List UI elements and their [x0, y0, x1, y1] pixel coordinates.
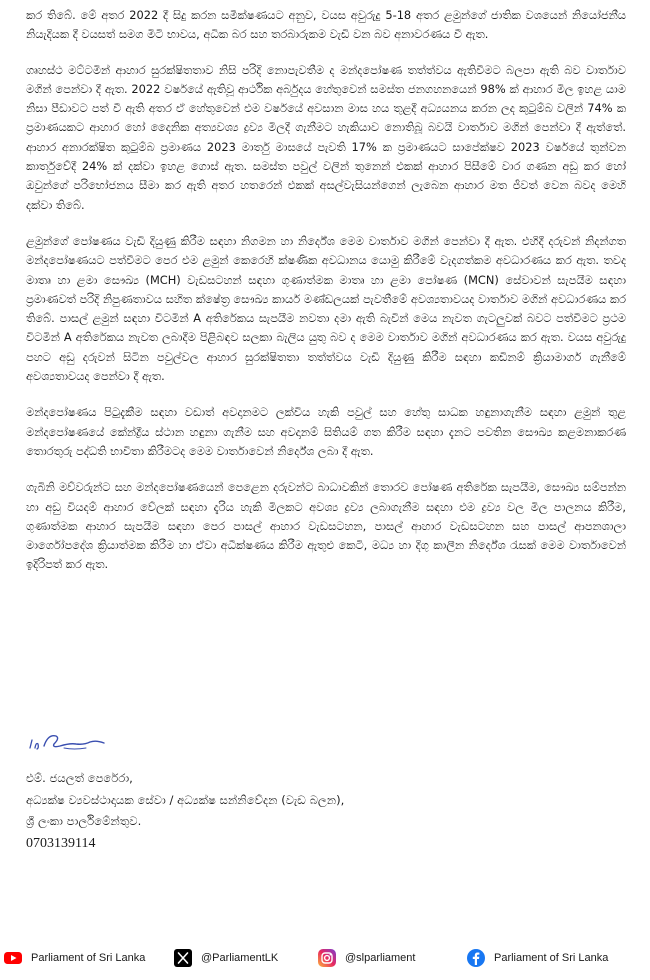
facebook-link[interactable] [466, 944, 608, 972]
signatory-organization: ශ්‍රී ලංකා පාර්ලිමේන්තුව. [26, 814, 142, 828]
youtube-link[interactable] [3, 944, 145, 972]
paragraph-3: ළමුන්ගේ පෝෂණය වැඩි දියුණු කිරීම සඳහා නිගමන හා නිර්දේශ මෙම වාර්තාව මගින් පෙන්වා දී ඇත. එහිදී දරුවන් නිදන්ගත මන්දපෝෂණයට පත්වීමට පෙර එම ළමුන් කෙරෙහි ක්ෂණික අවධානය යොමු කිරීමේ වැදගත්කම අවධාරණය කර ඇත. තවද මාතෘ හා ළමා සෞඛ්‍ය (MCH) වැඩසටහන් සඳහා ගුණාත්මක මාතෘ හා ළමා පෝෂණ (MCN) සේවාවන් සැපයීම සඳහා ප්‍රමාණවත් පරිදි නිපුණතාවය සහිත ක්ෂේත්‍ර සෞඛ්‍ය කාර්ය මණ්ඩලයක් පැවතීමේ අවශ්‍යතාවයද වාර්තාව මගින් අවධාරණය කර තිබේ. පාසල් ළමුන් සඳහා විටමින් A අතිරේකය සැපයීම නවතා දමා ඇති බැවින් මෙය නැවත ගැටලුවක් බවට පත්වීමට ප්‍රථම විටමින් A අතිරේකය නැවත ලබාදීම පිළිබඳව සලකා බැලිය යුතු බව ද මෙම වාර්තාව මගින් අවධාරණය කර ඇත. වයස අවුරුදු පහට අඩු දරුවන් සිටින පවුල්වල ආහාර සුරක්ෂිතතා තත්ත්වය වැඩි දියුණු කිරීම සඳහා කඩිනම් ක්‍රියාමාර්ග ගැනීමේ අවශ්‍යතාවයද පෙන්වා දී ඇත. [26, 233, 626, 384]
signatory-designation: අධ්‍යක්ෂ ව්‍යවස්ථාදායක සේවා / අධ්‍යක්ෂ සන්නිවේදන (වැඩ බලන), [26, 792, 345, 807]
x-icon [173, 948, 193, 968]
facebook-label: Parliament of Sri Lanka [494, 952, 609, 964]
document-body [26, 6, 626, 592]
facebook-icon [466, 948, 486, 968]
handwritten-signature [24, 718, 114, 758]
instagram-icon [317, 948, 337, 968]
signature-block [26, 768, 586, 854]
paragraph-2: ගෘහස්ථ මට්ටමින් ආහාර සුරක්ෂිතතාව නිසි පරිදි නොපැවතීම ද මන්දපෝෂණ තත්ත්වය ඇතිවීමට බලපා ඇති බව වාර්තාව මගින් පෙන්වා දී ඇත. 2022 වර්ෂයේ ඇතිවූ ආර්ථික අර්බුදය හේතුවෙන් සමස්ත ජනගහනයෙන් 98% ක් ආහාර මිල ඉහළ යාම නිසා පීඩාවට පත් වී ඇති අතර ඒ හේතුවෙන් එම වර්ෂයේ අවසාන මාස හය තුළදී අධ්‍යයනය කරන ලද කුටුම්බ වලින් 74% ක ප්‍රමාණයකට ආහාර හෝ දෛනික අත්‍යවශ්‍ය ද්‍රව්‍ය මිලදී ගැනීමට හැකියාව නොතිබූ බවයි වාර්තාව මගින් පෙන්වා දී ඇත්තේ. ආහාර අනාරක්ෂිත කුටුම්බ ප්‍රමාණය 2023 මාර්තු මාසයේ පැවති 17% ක ප්‍රමාණයට සාපේක්ෂව 2023 වර්ෂයේ තුන්වන කාර්තුවේදී 24% ක් දක්වා ඉහළ ගොස් ඇත. සමස්ත පවුල් වලින් තුනෙන් එකක් ආහාර පිසීමේ වාර ගණන අඩු කර හෝ ඔවුන්ගේ පරිභෝජනය සීමා කර ඇති අතර හතරෙන් එකක් අසල්වැසියන්ගෙන් ලැබෙන ආහාර මත ජීවත් වෙන බවද මෙහි දක්වා තිබේ. [26, 62, 626, 212]
x-label: @ParliamentLK [201, 952, 279, 964]
signatory-phone: 0703139114 [26, 835, 96, 851]
instagram-link[interactable] [317, 944, 415, 972]
x-link[interactable] [173, 944, 278, 972]
youtube-label: Parliament of Sri Lanka [31, 952, 146, 964]
paragraph-1: කර තිබේ. මේ අතර 2022 දී සිදු කරන සමීක්ෂණයට අනුව, වයස අවුරුදු 5-18 අතර ළමුන්ගේ ජාතික වශයෙන් නියෝජනීය නියැදියක දී වයසත් සමග මිටි භාවය, අධික බර සහ තරබාරුකම වැඩි වන බව අනාවරණය වී ඇත. [26, 8, 626, 42]
paragraph-5: ගැබිනි මව්වරුන්ට සහ මන්දපෝෂණයෙන් පෙළෙන දරුවන්ට බාධාවකින් තොරව පෝෂණ අතිරේක සැපයීම, සෞඛ්‍ය සම්පන්න හා අඩු වියදම් ආහාර වේලක් සඳහා දැරිය හැකි මිලකට අවශ්‍ය ද්‍රව්‍ය ලබාගැනීම සඳහා එම ද්‍රව්‍ය වල මිල පාලනය කිරීම, ගුණාත්මක ආහාර සැපයීම සඳහා පෙර පාසල් ආහාර වැඩසටහන, පාසල් ආහාර වැඩසටහන සහ පාසල් ආපනශාලා මාර්ගෝපදේශ ක්‍රියාත්මක කිරීම හා ඒවා අධීක්ෂණය කිරීම ඇතුළු කෙටි, මධ්‍ය හා දිගු කාලීන නිර්දේශ රැසක් මෙම වාර්තාවෙන් ඉදිරිපත් කර ඇත. [26, 480, 626, 572]
signatory-name: එම්. ජයලත් පෙරේරා, [26, 771, 133, 785]
social-footer [0, 944, 650, 972]
instagram-label: @slparliament [345, 952, 416, 964]
paragraph-4: මන්දපෝෂණය පිටුදැකීම සඳහා වඩාත් අවදානමට ලක්විය හැකි පවුල් සහ හේතු සාධක හඳුනාගැනීම සඳහා ළමුන් තුළ මන්දපෝෂණයේ කේන්ද්‍රීය ස්ථාන හඳුනා ගැනීම සහ අවදානම් සිතියම් ගත කිරීම සඳහා දැනට පවතින සෞඛ්‍ය කළමනාකරණ තොරතුරු පද්ධති භාවිතා කිරීමටද මෙම වාර්තාවෙන් නිර්දේශ ලබා දී ඇත. [26, 405, 626, 458]
youtube-icon [3, 948, 23, 968]
